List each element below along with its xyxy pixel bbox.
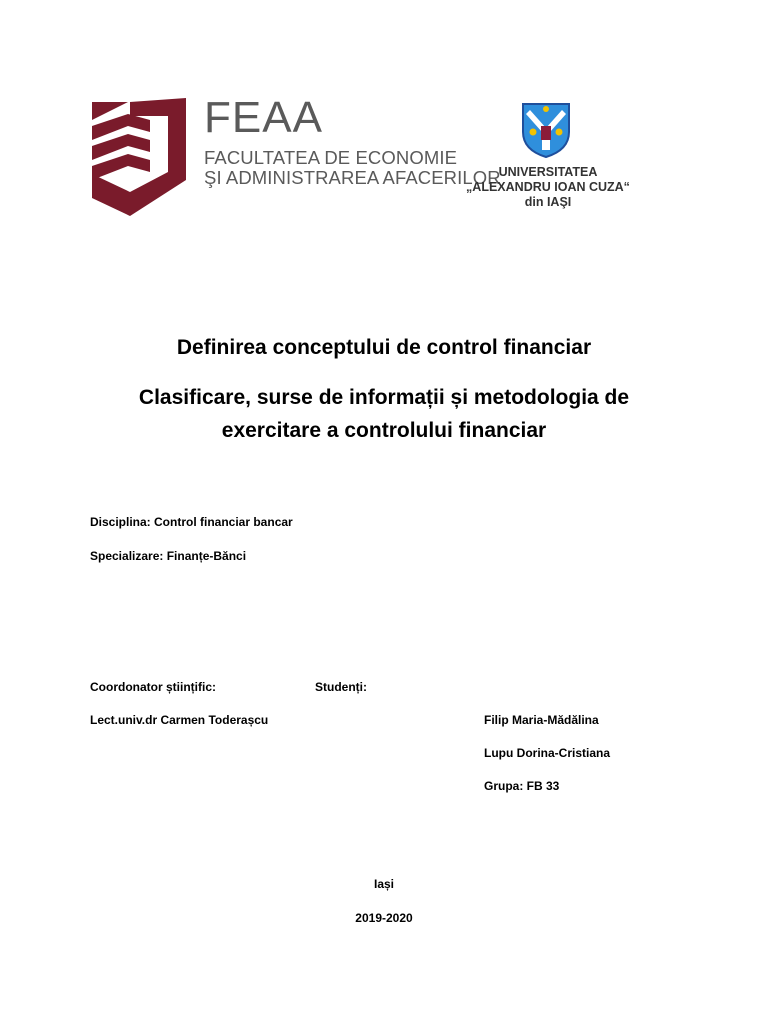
student-name-1: Filip Maria-Mădălina [484, 713, 599, 727]
subtitle-line1: Clasificare, surse de informații și metodologia de [138, 386, 630, 409]
students-label: Studenți: [315, 680, 367, 694]
subtitle-line2: exercitare a controlului financiar [221, 419, 547, 442]
coordinator-name: Lect.univ.dr Carmen Toderașcu [90, 713, 269, 727]
feaa-faculty-line1: FACULTATEA DE ECONOMIE [204, 147, 458, 168]
document-title: Definirea conceptului de control financiar [176, 336, 592, 359]
document-subtitle [0, 381, 768, 447]
specialization-label: Specializare: Finanțe-Bănci [90, 549, 247, 563]
university-line1: UNIVERSITATEA [498, 165, 598, 179]
feaa-logo-icon [92, 96, 186, 216]
city-label: Iași [373, 877, 394, 891]
group-label: Grupa: FB 33 [484, 779, 560, 793]
university-line3: din IAŞI [524, 195, 572, 209]
discipline-label: Disciplina: Control financiar bancar [90, 515, 293, 529]
academic-year: 2019-2020 [355, 911, 413, 925]
coordinator-label: Coordonator științific: [90, 680, 216, 694]
feaa-faculty-line2: ŞI ADMINISTRAREA AFACERILOR [204, 167, 501, 188]
feaa-acronym: FEAA [204, 93, 323, 142]
university-line2: „ALEXANDRU IOAN CUZA“ [466, 180, 630, 194]
student-name-2: Lupu Dorina-Cristiana [484, 746, 611, 760]
university-name [462, 165, 634, 210]
university-crest-icon [520, 102, 572, 158]
